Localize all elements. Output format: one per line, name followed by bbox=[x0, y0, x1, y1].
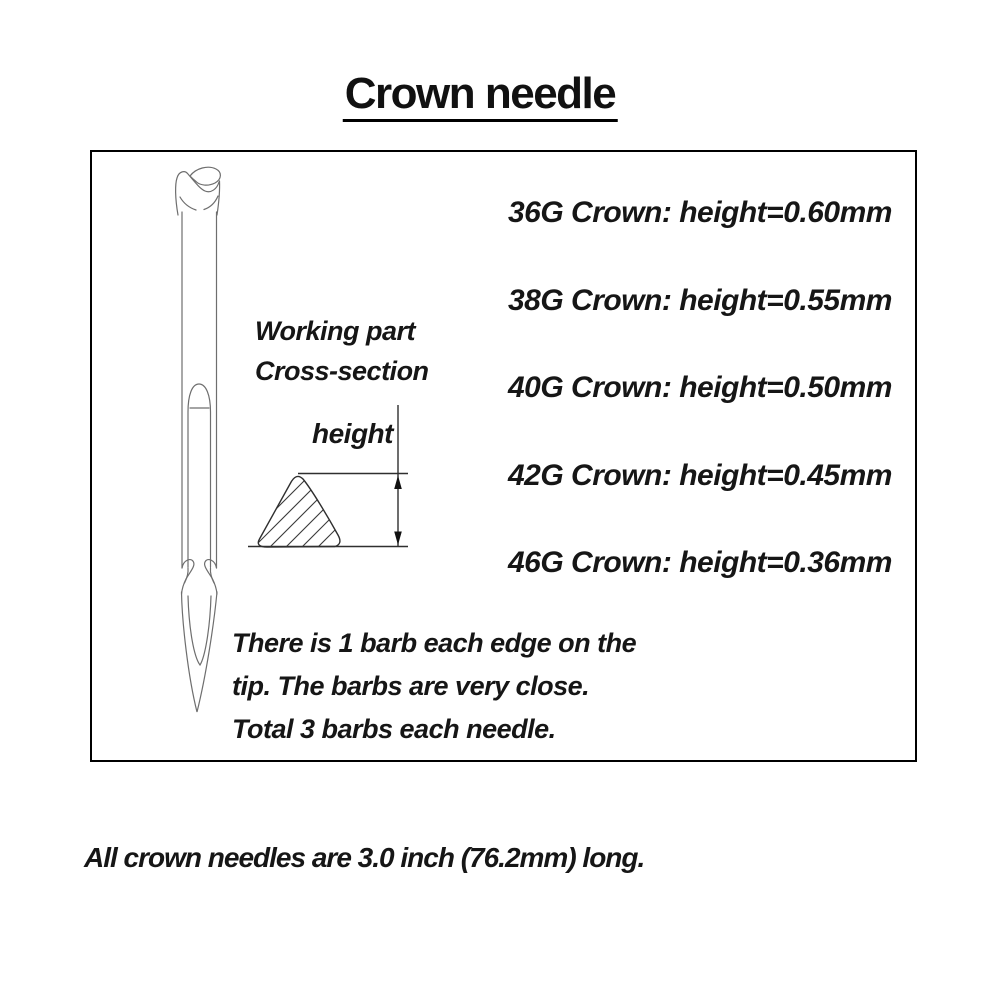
tip-outer bbox=[182, 592, 218, 712]
page-title: Crown needle bbox=[343, 70, 618, 122]
height-dimension-label: height bbox=[312, 418, 393, 449]
eye-slot bbox=[188, 384, 211, 567]
spec-row-46g: 46G Crown: height=0.36mm bbox=[508, 546, 892, 579]
crown-inner-arc-left bbox=[180, 197, 196, 210]
length-note: All crown needles are 3.0 inch (76.2mm) long. bbox=[84, 842, 645, 873]
dimension-arrow-down bbox=[394, 532, 402, 546]
spec-row-36g: 36G Crown: height=0.60mm bbox=[508, 196, 892, 229]
crown-inner-arc-right bbox=[204, 196, 218, 210]
tip-inner bbox=[188, 596, 211, 665]
cross-section-triangle bbox=[258, 476, 340, 547]
barb-note-line2: tip. The barbs are very close. bbox=[232, 671, 590, 701]
barb-note-line1: There is 1 barb each edge on the bbox=[232, 628, 637, 658]
barb-note bbox=[232, 622, 636, 751]
barb-left-inner bbox=[185, 568, 189, 583]
barb-note-line3: Total 3 barbs each needle. bbox=[232, 714, 556, 744]
spec-row-40g: 40G Crown: height=0.50mm bbox=[508, 371, 892, 404]
spec-row-38g: 38G Crown: height=0.55mm bbox=[508, 284, 892, 317]
working-part-line2: Cross-section bbox=[255, 356, 429, 386]
barb-right-inner bbox=[210, 568, 214, 583]
crown-tip-outline bbox=[176, 172, 219, 215]
spec-row-42g: 42G Crown: height=0.45mm bbox=[508, 459, 892, 492]
working-part-line1: Working part bbox=[255, 316, 416, 346]
dimension-arrow-up bbox=[394, 476, 402, 490]
working-part-label bbox=[255, 311, 429, 391]
